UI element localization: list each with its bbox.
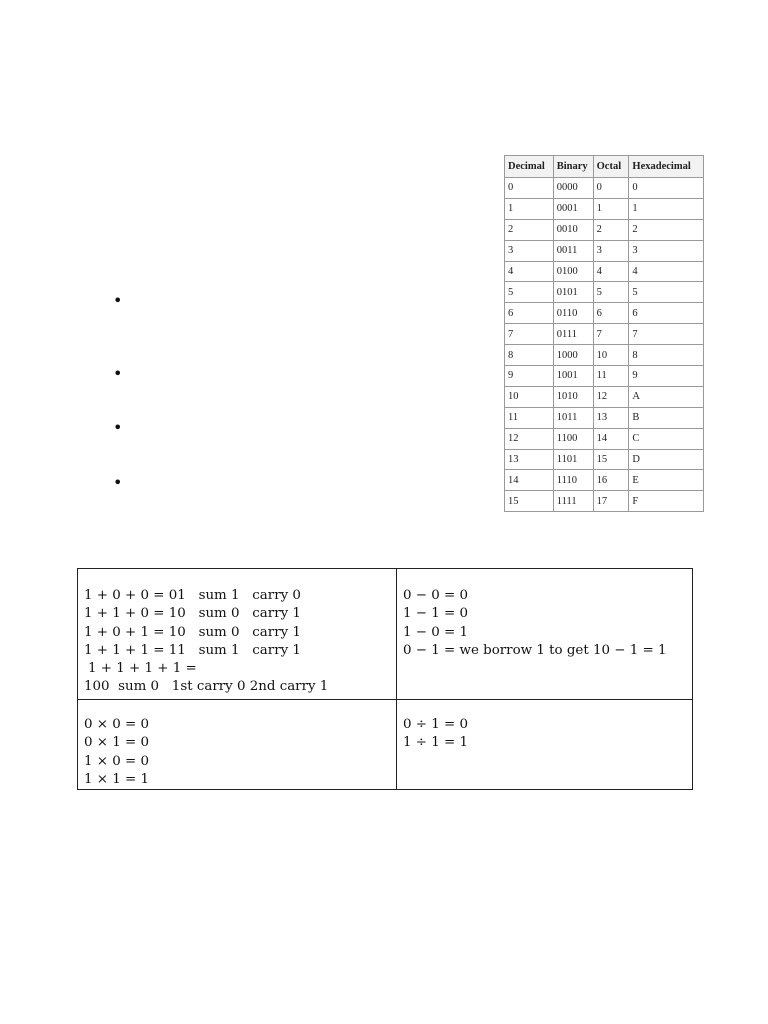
addition-line: 1 + 0 + 0 = 01 sum 1 carry 0	[84, 588, 301, 603]
binary-cell: 1011	[553, 407, 593, 428]
decimal-cell: 8	[505, 345, 554, 366]
hex-cell: 3	[629, 240, 704, 261]
decimal-cell: 1	[505, 198, 554, 219]
table-row	[505, 178, 704, 199]
decimal-cell: 3	[505, 240, 554, 261]
octal-cell: 15	[593, 449, 629, 470]
binary-cell: 1110	[553, 470, 593, 491]
octal-cell: 5	[593, 282, 629, 303]
binary-cell: 1101	[553, 449, 593, 470]
table-row	[78, 569, 693, 700]
hex-cell: 0	[629, 178, 704, 199]
decimal-cell: 13	[505, 449, 554, 470]
hex-cell: 1	[629, 198, 704, 219]
binary-cell: 0011	[553, 240, 593, 261]
addition-line: 1 + 1 + 1 + 1 =	[88, 661, 197, 677]
subtraction-line: 0 − 1 = we borrow 1 to get 10 − 1 = 1	[403, 642, 667, 658]
decimal-cell: 14	[505, 470, 554, 491]
table-row	[505, 303, 704, 324]
hex-cell: 2	[629, 219, 704, 240]
decimal-cell: 4	[505, 261, 554, 282]
octal-cell: 4	[593, 261, 629, 282]
bullet-point: •	[113, 418, 123, 437]
table-row	[505, 428, 704, 449]
subtraction-line: 1 − 0 = 1	[403, 624, 469, 640]
table-row	[505, 407, 704, 428]
table-row	[505, 491, 704, 512]
division-cell	[397, 700, 693, 790]
binary-cell: 0001	[553, 198, 593, 219]
hex-cell: F	[629, 491, 704, 512]
decimal-cell: 12	[505, 428, 554, 449]
division-line: 1 ÷ 1 = 1	[403, 735, 469, 751]
hex-cell: 4	[629, 261, 704, 282]
decimal-cell: 15	[505, 491, 554, 512]
division-line: 0 ÷ 1 = 0	[403, 717, 469, 732]
decimal-cell: 5	[505, 282, 554, 303]
octal-cell: 2	[593, 219, 629, 240]
subtraction-line: 1 − 1 = 0	[403, 606, 469, 622]
octal-cell: 7	[593, 324, 629, 345]
binary-cell: 0010	[553, 219, 593, 240]
addition-cell	[78, 569, 397, 700]
bullet-point: •	[113, 473, 123, 492]
header-decimal: Decimal	[505, 156, 554, 178]
hex-cell: E	[629, 470, 704, 491]
table-body	[505, 178, 704, 512]
multiplication-line: 0 × 1 = 0	[84, 735, 150, 751]
number-systems-table	[504, 155, 704, 512]
binary-cell: 0101	[553, 282, 593, 303]
binary-cell: 0111	[553, 324, 593, 345]
binary-cell: 1010	[553, 386, 593, 407]
header-binary: Binary	[553, 156, 593, 178]
addition-line: 1 + 0 + 1 = 10 sum 0 carry 1	[84, 624, 301, 640]
table-row	[505, 470, 704, 491]
binary-cell: 1111	[553, 491, 593, 512]
table-row	[505, 261, 704, 282]
hex-cell: 6	[629, 303, 704, 324]
hex-cell: 5	[629, 282, 704, 303]
binary-cell: 1001	[553, 366, 593, 387]
binary-cell: 0100	[553, 261, 593, 282]
addition-line: 1 + 1 + 1 = 11 sum 1 carry 1	[84, 642, 301, 658]
bullet-point: •	[113, 291, 123, 310]
subtraction-cell	[397, 569, 693, 700]
decimal-cell: 0	[505, 178, 554, 199]
hex-cell: C	[629, 428, 704, 449]
octal-cell: 6	[593, 303, 629, 324]
octal-cell: 16	[593, 470, 629, 491]
octal-cell: 14	[593, 428, 629, 449]
table-row	[78, 700, 693, 790]
multiplication-line: 1 × 1 = 1	[84, 771, 150, 787]
multiplication-line: 0 × 0 = 0	[84, 717, 150, 732]
octal-cell: 12	[593, 386, 629, 407]
hex-cell: 8	[629, 345, 704, 366]
table-row	[505, 282, 704, 303]
binary-cell: 0110	[553, 303, 593, 324]
table-row	[505, 198, 704, 219]
table-row	[505, 219, 704, 240]
multiplication-cell	[78, 700, 397, 790]
bullet-point: •	[113, 364, 123, 383]
table-header-row	[505, 156, 704, 178]
octal-cell: 0	[593, 178, 629, 199]
hex-cell: 7	[629, 324, 704, 345]
subtraction-line: 0 − 0 = 0	[403, 588, 469, 603]
table-row	[505, 386, 704, 407]
addition-line: 1 + 1 + 0 = 10 sum 0 carry 1	[84, 606, 301, 622]
header-octal: Octal	[593, 156, 629, 178]
binary-cell: 1000	[553, 345, 593, 366]
decimal-cell: 9	[505, 366, 554, 387]
hex-cell: D	[629, 449, 704, 470]
hex-cell: B	[629, 407, 704, 428]
octal-cell: 10	[593, 345, 629, 366]
hex-cell: A	[629, 386, 704, 407]
hex-cell: 9	[629, 366, 704, 387]
header-hexadecimal: Hexadecimal	[629, 156, 704, 178]
table-row	[505, 345, 704, 366]
octal-cell: 17	[593, 491, 629, 512]
binary-arithmetic-table	[77, 568, 693, 790]
table-row	[505, 240, 704, 261]
octal-cell: 3	[593, 240, 629, 261]
decimal-cell: 11	[505, 407, 554, 428]
decimal-cell: 6	[505, 303, 554, 324]
binary-cell: 0000	[553, 178, 593, 199]
table-row	[505, 366, 704, 387]
multiplication-line: 1 × 0 = 0	[84, 753, 150, 769]
decimal-cell: 10	[505, 386, 554, 407]
binary-cell: 1100	[553, 428, 593, 449]
octal-cell: 11	[593, 366, 629, 387]
octal-cell: 1	[593, 198, 629, 219]
table-row	[505, 449, 704, 470]
octal-cell: 13	[593, 407, 629, 428]
decimal-cell: 7	[505, 324, 554, 345]
decimal-cell: 2	[505, 219, 554, 240]
table-row	[505, 324, 704, 345]
addition-line: 100 sum 0 1st carry 0 2nd carry 1	[84, 679, 329, 695]
